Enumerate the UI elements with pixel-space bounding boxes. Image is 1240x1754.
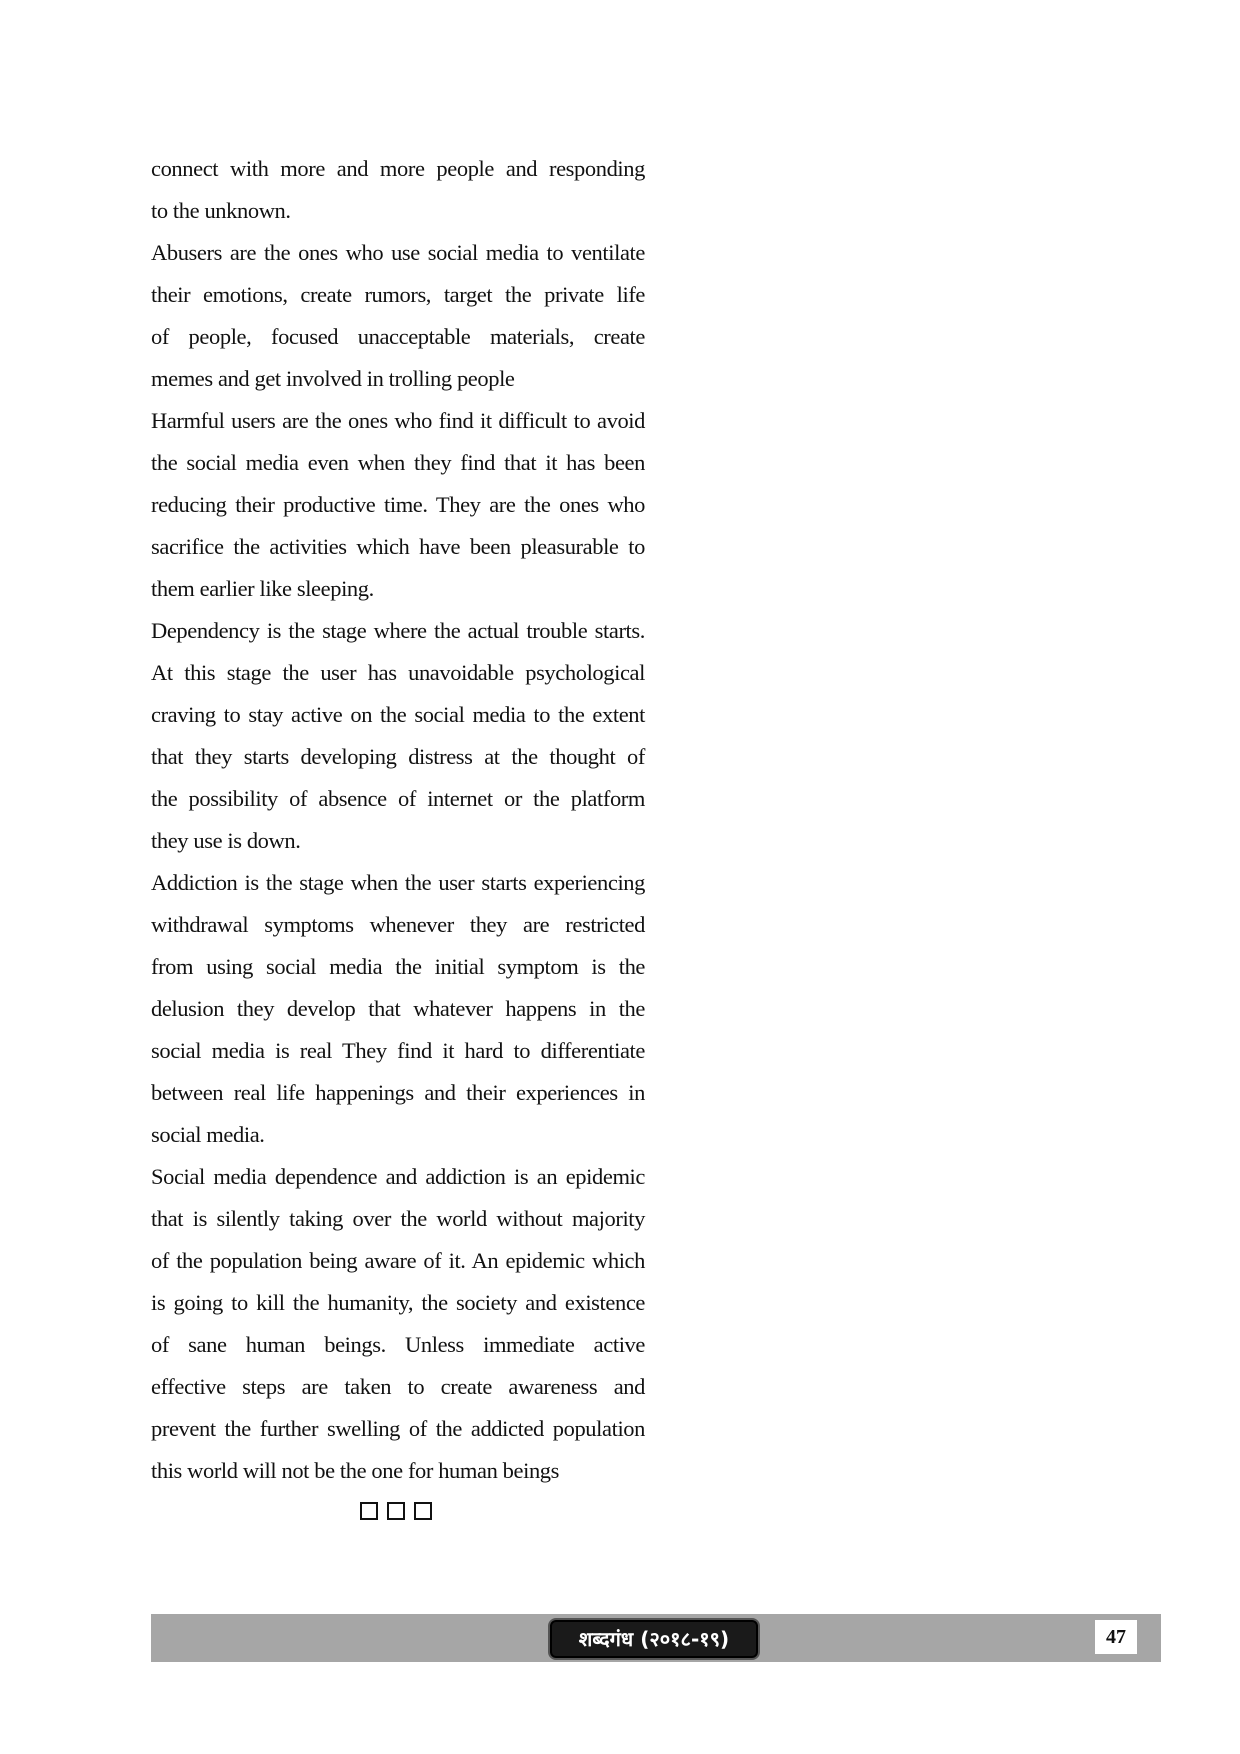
text-line-8: the social media even when they find that it has been: [151, 450, 645, 475]
text-line-7: Harmful users are the ones who find it difficult to avoid: [151, 408, 645, 433]
square-outline-icon: [414, 1502, 432, 1520]
journal-title-badge: शब्दगंध (२०१८-१९): [548, 1618, 760, 1660]
text-line-12: Dependency is the stage where the actual trouble starts.: [151, 618, 645, 643]
text-line-11: them earlier like sleeping.: [151, 576, 374, 601]
article-body-column: [151, 148, 645, 1492]
text-line-14: craving to stay active on the social media to the extent: [151, 702, 645, 727]
text-line-23: between real life happenings and their experiences in: [151, 1080, 645, 1105]
text-line-9: reducing their productive time. They are the ones who: [151, 492, 645, 517]
text-line-19: withdrawal symptoms whenever they are restricted: [151, 912, 645, 937]
ornament-boxes: [360, 1502, 432, 1520]
text-line-17: they use is down.: [151, 828, 301, 853]
text-line-21: delusion they develop that whatever happens in the: [151, 996, 645, 1021]
text-line-22: social media is real They find it hard to differentiate: [151, 1038, 645, 1063]
text-line-25: Social media dependence and addiction is an epidemic: [151, 1164, 645, 1189]
text-line-13: At this stage the user has unavoidable psychological: [151, 660, 645, 685]
text-line-18: Addiction is the stage when the user starts experiencing: [151, 870, 645, 895]
text-line-20: from using social media the initial symptom is the: [151, 954, 645, 979]
square-outline-icon: [360, 1502, 378, 1520]
page-number: 47: [1095, 1620, 1137, 1654]
text-line-2: to the unknown.: [151, 198, 291, 223]
text-line-30: effective steps are taken to create awareness and: [151, 1374, 645, 1399]
text-line-15: that they starts developing distress at the thought of: [151, 744, 645, 769]
text-line-6: memes and get involved in trolling people: [151, 366, 515, 391]
text-line-1: connect with more and more people and responding: [151, 156, 645, 181]
text-line-26: that is silently taking over the world without majority: [151, 1206, 645, 1231]
text-line-31: prevent the further swelling of the addicted population: [151, 1416, 645, 1441]
text-line-28: is going to kill the humanity, the society and existence: [151, 1290, 645, 1315]
text-line-5: of people, focused unacceptable materials, create: [151, 324, 645, 349]
text-line-4: their emotions, create rumors, target the private life: [151, 282, 645, 307]
text-line-3: Abusers are the ones who use social media to ventilate: [151, 240, 645, 265]
text-line-24: social media.: [151, 1122, 265, 1147]
text-line-27: of the population being aware of it. An epidemic which: [151, 1248, 645, 1273]
page-footer-bar: [151, 1614, 1161, 1662]
square-outline-icon: [387, 1502, 405, 1520]
text-line-16: the possibility of absence of internet or the platform: [151, 786, 645, 811]
text-line-32: this world will not be the one for human beings: [151, 1458, 560, 1483]
end-of-article-ornament: [0, 1502, 1240, 1526]
text-line-29: of sane human beings. Unless immediate active: [151, 1332, 645, 1357]
text-line-10: sacrifice the activities which have been pleasurable to: [151, 534, 645, 559]
